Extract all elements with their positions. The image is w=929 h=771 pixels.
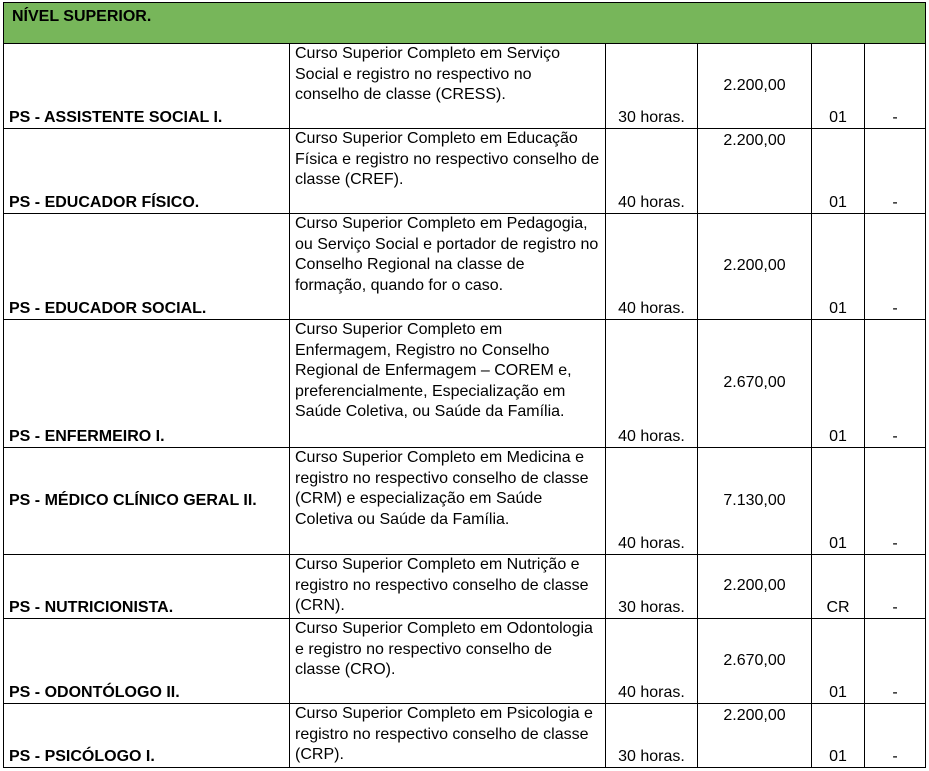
- salario-cell: 7.130,00: [698, 448, 812, 555]
- extra-cell: -: [865, 129, 926, 214]
- section-title: NÍVEL SUPERIOR.: [4, 3, 926, 44]
- requisitos-cell: Curso Superior Completo em Serviço Social e registro no respectivo no conselho de classe (CRESS).: [290, 44, 606, 129]
- vagas-cell: 01: [812, 44, 865, 129]
- carga-horaria-cell: 40 horas.: [606, 214, 698, 320]
- table-row: [4, 44, 926, 129]
- vagas-cell: 01: [812, 129, 865, 214]
- vagas-cell: 01: [812, 619, 865, 704]
- table-row: [4, 704, 926, 768]
- carga-horaria-cell: 30 horas.: [606, 704, 698, 768]
- requisitos-cell: Curso Superior Completo em Medicina e registro no respectivo conselho de classe (CRM) e especialização em Saúde Coletiva ou Saúde da Família.: [290, 448, 606, 555]
- salario-cell: 2.200,00: [698, 44, 812, 129]
- requisitos-cell: Curso Superior Completo em Educação Física e registro no respectivo conselho de classe (CREF).: [290, 129, 606, 214]
- cargo-cell: PS - PSICÓLOGO I.: [4, 704, 290, 768]
- vagas-cell: CR: [812, 555, 865, 619]
- vagas-cell: 01: [812, 704, 865, 768]
- carga-horaria-cell: 40 horas.: [606, 619, 698, 704]
- salario-cell: 2.200,00: [698, 704, 812, 768]
- positions-table: [3, 2, 926, 768]
- vagas-cell: 01: [812, 448, 865, 555]
- extra-cell: -: [865, 214, 926, 320]
- carga-horaria-cell: 40 horas.: [606, 129, 698, 214]
- vagas-cell: 01: [812, 320, 865, 448]
- salario-cell: 2.200,00: [698, 214, 812, 320]
- salario-cell: 2.670,00: [698, 320, 812, 448]
- cargo-cell: PS - EDUCADOR FÍSICO.: [4, 129, 290, 214]
- requisitos-cell: Curso Superior Completo em Odontologia e registro no respectivo conselho de classe (CRO).: [290, 619, 606, 704]
- table-row: [4, 129, 926, 214]
- requisitos-cell: Curso Superior Completo em Psicologia e registro no respectivo conselho de classe (CRP).: [290, 704, 606, 768]
- cargo-cell: PS - ASSISTENTE SOCIAL I.: [4, 44, 290, 129]
- cargo-cell: PS - ENFERMEIRO I.: [4, 320, 290, 448]
- carga-horaria-cell: 30 horas.: [606, 44, 698, 129]
- carga-horaria-cell: 40 horas.: [606, 448, 698, 555]
- requisitos-cell: Curso Superior Completo em Nutrição e registro no respectivo conselho de classe (CRN).: [290, 555, 606, 619]
- vagas-cell: 01: [812, 214, 865, 320]
- carga-horaria-cell: 30 horas.: [606, 555, 698, 619]
- table-row: [4, 555, 926, 619]
- extra-cell: -: [865, 320, 926, 448]
- table-row: [4, 214, 926, 320]
- extra-cell: -: [865, 44, 926, 129]
- table-row: [4, 619, 926, 704]
- section-header-row: [4, 3, 926, 44]
- salario-cell: 2.200,00: [698, 555, 812, 619]
- cargo-cell: PS - MÉDICO CLÍNICO GERAL II.: [4, 448, 290, 555]
- carga-horaria-cell: 40 horas.: [606, 320, 698, 448]
- salario-cell: 2.200,00: [698, 129, 812, 214]
- salario-cell: 2.670,00: [698, 619, 812, 704]
- table-row: [4, 448, 926, 555]
- table-row: [4, 320, 926, 448]
- extra-cell: -: [865, 448, 926, 555]
- cargo-cell: PS - ODONTÓLOGO II.: [4, 619, 290, 704]
- extra-cell: -: [865, 555, 926, 619]
- cargo-cell: PS - NUTRICIONISTA.: [4, 555, 290, 619]
- extra-cell: -: [865, 619, 926, 704]
- requisitos-cell: Curso Superior Completo em Enfermagem, Registro no Conselho Regional de Enfermagem – COREM e, preferencialmente, Especialização em Saúde Coletiva, ou Saúde da Família.: [290, 320, 606, 448]
- extra-cell: -: [865, 704, 926, 768]
- cargo-cell: PS - EDUCADOR SOCIAL.: [4, 214, 290, 320]
- requisitos-cell: Curso Superior Completo em Pedagogia, ou Serviço Social e portador de registro no Conselho Regional na classe de formação, quando for o caso.: [290, 214, 606, 320]
